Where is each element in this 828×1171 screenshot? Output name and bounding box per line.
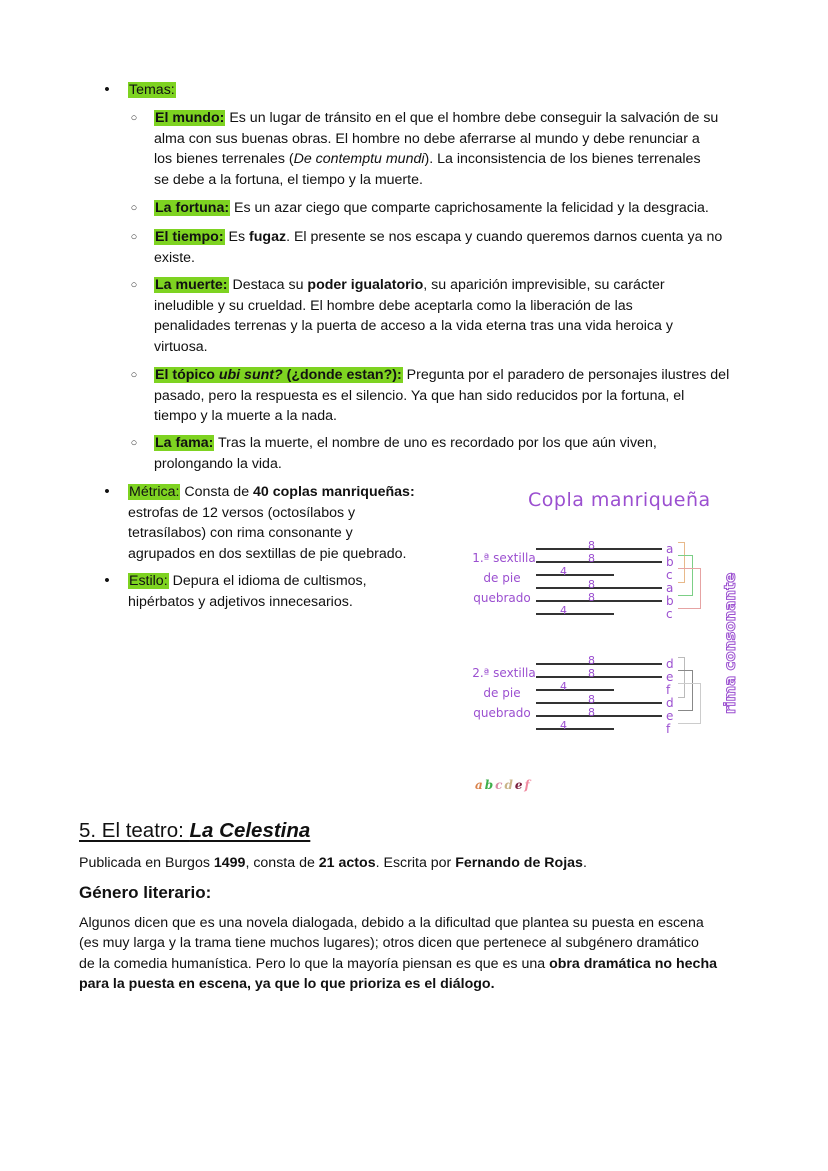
verse-line [536,676,662,678]
tema-key: La muerte: [155,277,228,293]
tema-key: El tiempo: [155,229,224,245]
bullet-icon: • [104,81,110,98]
rhyme-letter: e [666,670,674,684]
tema-key: La fortuna: [155,200,230,216]
sub-bullet-icon: ○ [130,437,138,449]
rhyme-letter: b [666,594,674,608]
metrica-item: Métrica: Consta de 40 coplas manriqueñas: estrofas de 12 versos (octosílabos y tetrasílabos) con rima consonante y agrupados en dos sextillas de pie quebrado. [128,484,415,562]
syllable-count: 8 [588,667,595,680]
rhyme-letter: a [666,581,674,595]
rhyme-letter: c [666,607,673,621]
temas-label: Temas: [129,82,175,98]
verse-line [536,548,662,550]
diagram-title: Copla manriqueña [528,489,711,511]
bullet-icon: • [104,572,110,589]
syllable-count: 8 [588,654,595,667]
tema-la-muerte: La muerte: Destaca su poder igualatorio, su aparición imprevisible, su carácter ineludible y su crueldad. El hombre debe aceptarla como la liberación de las penalidades terrenas y la puerta de acceso a la vida eterna tras una vida heroica y virtuosa. [154,277,673,355]
verse-line [536,663,662,665]
syllable-count: 4 [560,719,567,732]
verse-line [536,587,662,589]
rhyme-letter: e [666,709,674,723]
rhyme-letter: b [666,555,674,569]
verse-line [536,600,662,602]
tema-la-fama: La fama: Tras la muerte, el nombre de uno es recordado por los que aún viven, prolongando la vida. [154,435,657,472]
tema-key: El mundo: [155,110,225,126]
syllable-count: 8 [588,552,595,565]
sub-bullet-icon: ○ [130,112,138,124]
copla-manriquena-diagram [462,486,762,806]
legend-letter: e [514,778,523,792]
verse-line [536,689,614,691]
estilo-key: Estilo: [129,573,168,589]
legend-letter: f [524,778,530,792]
legend-letter: a [475,778,483,792]
metrica-key: Métrica: [129,484,180,500]
syllable-count: 8 [588,693,595,706]
verse-line [536,561,662,563]
syllable-count: 4 [560,680,567,693]
rhyme-letter: c [666,568,673,582]
publication-paragraph: Publicada en Burgos 1499, consta de 21 actos. Escrita por Fernando de Rojas. [79,855,587,871]
syllable-count: 8 [588,706,595,719]
verse-line [536,702,662,704]
syllable-count: 8 [588,539,595,552]
sextilla-label: de pie [483,571,521,585]
sub-bullet-icon: ○ [130,231,138,243]
rhyme-letter: d [666,657,674,671]
rhyme-bracket [678,568,701,609]
syllable-count: 8 [588,591,595,604]
sextilla-label: 2.ª sextilla [472,666,536,680]
bullet-icon: • [104,483,110,500]
rhyme-letter: d [666,696,674,710]
genero-paragraph: Algunos dicen que es una novela dialogada, debido a la dificultad que plantea su puesta en escena (es muy larga y la trama tiene muchos lugares); otros dicen que pertenece al subgénero dramático de la comedia humanística. Pero lo que la mayoría piensan es que es una obra dramática no hecha para la puesta en escena, ya que lo que prioriza es el diálogo. [79,915,717,993]
tema-el-mundo: El mundo: Es un lugar de tránsito en el que el hombre debe conseguir la salvación de su alma con sus buenas obras. El hombre no debe aferrarse al mundo y debe renunciar a los bienes terrenales (De contemptu mundi). La inconsistencia de los bienes terrenales se debe a la fortuna, el tiempo y la muerte. [154,110,719,188]
sextilla-label: quebrado [473,706,531,720]
estilo-item: Estilo: Depura el idioma de cultismos, hipérbatos y adjetivos innecesarios. [128,573,367,610]
sextilla-label: de pie [483,686,521,700]
verse-line [536,728,614,730]
sextilla-label: quebrado [473,591,531,605]
genero-heading: Género literario: [79,883,212,902]
rhyme-bracket [678,683,701,724]
legend-letter: d [504,778,513,792]
sub-bullet-icon: ○ [130,202,138,214]
rhyme-letter: f [666,683,671,697]
section-heading: 5. El teatro: La Celestina [79,819,311,842]
tema-el-tiempo: El tiempo: Es fugaz. El presente se nos escapa y cuando queremos darnos cuenta ya no existe. [154,229,723,266]
sextilla-label: 1.ª sextilla [472,551,536,565]
sub-bullet-icon: ○ [130,369,138,381]
rhyme-letter: a [666,542,674,556]
tema-la-fortuna: La fortuna: Es un azar ciego que comparte caprichosamente la felicidad y la desgracia. [155,200,709,216]
vertical-rima-label: rima consonante [721,572,739,714]
rhyme-letter: f [666,722,671,736]
tema-key: La fama: [155,435,214,451]
verse-line [536,715,662,717]
syllable-count: 4 [560,565,567,578]
rhyme-color-legend [475,775,532,796]
tema-ubi-sunt: El tópico ubi sunt? (¿donde estan?): Pregunta por el paradero de personajes ilustres del pasado, pero la respuesta es el silencio. Ya que han sido reducidos por la fortuna, el tiempo y la muerte a la nada. [154,367,730,425]
sub-bullet-icon: ○ [130,279,138,291]
verse-line [536,574,614,576]
tema-key: El tópico ubi sunt? (¿donde estan?): [155,367,402,383]
verse-line [536,613,614,615]
legend-letter: b [484,778,494,792]
syllable-count: 8 [588,578,595,591]
legend-letter: c [495,778,503,792]
syllable-count: 4 [560,604,567,617]
